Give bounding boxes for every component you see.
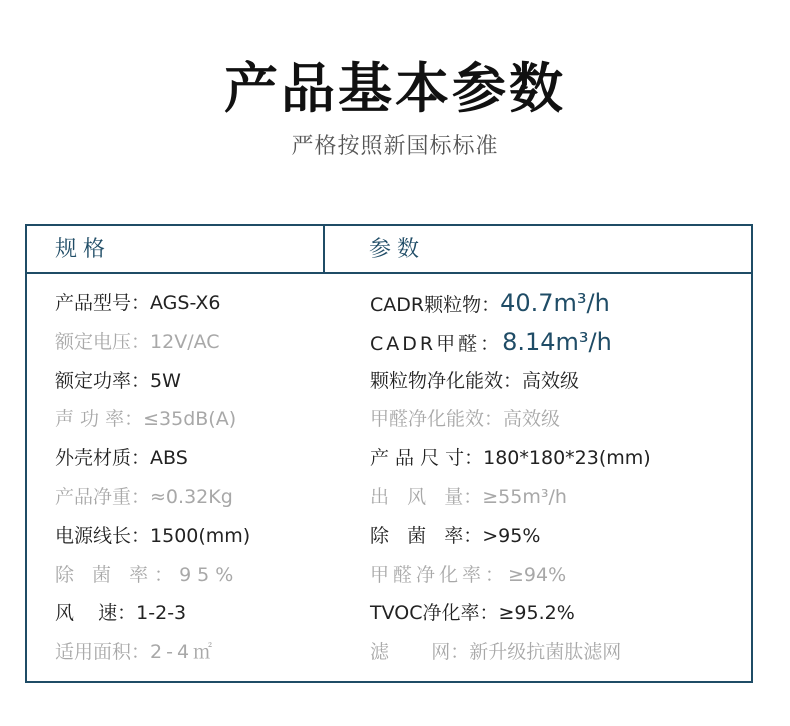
param-label: 除 菌 率： — [370, 524, 483, 547]
param-label: 甲醛净化率： — [370, 563, 509, 586]
param-label: 产 品 尺 寸： — [370, 447, 484, 470]
param-value: 180*180*23(mm) — [483, 447, 651, 470]
spec-value: ≤35dB(A) — [143, 408, 237, 431]
param-label: CADR甲醛： — [370, 332, 503, 355]
param-value: 8.14m³/h — [502, 327, 612, 356]
param-column-header: 参数 — [325, 226, 753, 274]
param-label: 颗粒物净化能效： — [370, 369, 523, 392]
spec-label: 除 菌 率： — [55, 563, 180, 586]
spec-value: 95% — [179, 563, 240, 586]
spec-value: 2-4㎡ — [150, 641, 217, 664]
param-value: 新升级抗菌肽滤网 — [469, 641, 622, 664]
param-row — [370, 517, 651, 556]
param-row — [370, 439, 651, 478]
param-label: 甲醛净化能效： — [370, 408, 504, 431]
param-row — [370, 323, 651, 362]
spec-row — [55, 400, 250, 439]
spec-value: 12V/AC — [150, 330, 220, 353]
spec-label: 额定电压： — [55, 330, 151, 353]
spec-label: 电源线长： — [55, 524, 151, 547]
spec-row — [55, 556, 250, 595]
spec-label: 额定功率： — [55, 369, 151, 392]
spec-label: 风 速： — [55, 602, 137, 625]
param-label: 滤 网： — [370, 641, 470, 664]
spec-label: 声 功 率： — [55, 408, 144, 431]
spec-value: ≈0.32Kg — [150, 485, 233, 508]
param-column — [370, 284, 651, 672]
param-row — [370, 633, 651, 672]
param-value: ≥94% — [508, 563, 567, 586]
param-row — [370, 362, 651, 401]
param-value: >95% — [482, 524, 541, 547]
spec-column — [55, 284, 250, 672]
spec-row — [55, 323, 250, 362]
spec-row — [55, 478, 250, 517]
spec-label: 产品净重： — [55, 485, 151, 508]
page-subtitle: 严格按照新国标标准 — [291, 134, 499, 159]
param-row — [370, 594, 651, 633]
spec-label: 产品型号： — [55, 292, 151, 314]
spec-value: 1-2-3 — [136, 602, 187, 625]
param-label: 出 风 量： — [370, 485, 483, 508]
param-row — [370, 400, 651, 439]
param-value: 40.7m³/h — [500, 289, 610, 317]
spec-row — [55, 362, 250, 401]
spec-value: 1500(mm) — [150, 524, 251, 547]
spec-value: AGS-X6 — [150, 292, 221, 314]
spec-row — [55, 284, 250, 323]
param-value: 高效级 — [503, 408, 561, 431]
param-label: CADR颗粒物： — [370, 294, 501, 316]
spec-row — [55, 633, 250, 672]
page-title: 产品基本参数 — [224, 57, 566, 120]
param-row — [370, 284, 651, 323]
spec-value: ABS — [150, 447, 188, 470]
spec-column-header: 规格 — [27, 226, 325, 274]
param-value: ≥95.2% — [498, 602, 575, 625]
spec-table — [25, 224, 753, 683]
spec-row — [55, 439, 250, 478]
param-label: TVOC净化率： — [370, 602, 499, 625]
param-row — [370, 478, 651, 517]
param-row — [370, 556, 651, 595]
param-value: 高效级 — [522, 369, 580, 392]
spec-value: 5W — [150, 369, 181, 392]
spec-label: 外壳材质： — [55, 447, 151, 470]
param-value: ≥55m³/h — [482, 485, 567, 508]
spec-row — [55, 594, 250, 633]
spec-label: 适用面积： — [55, 641, 151, 664]
spec-row — [55, 517, 250, 556]
